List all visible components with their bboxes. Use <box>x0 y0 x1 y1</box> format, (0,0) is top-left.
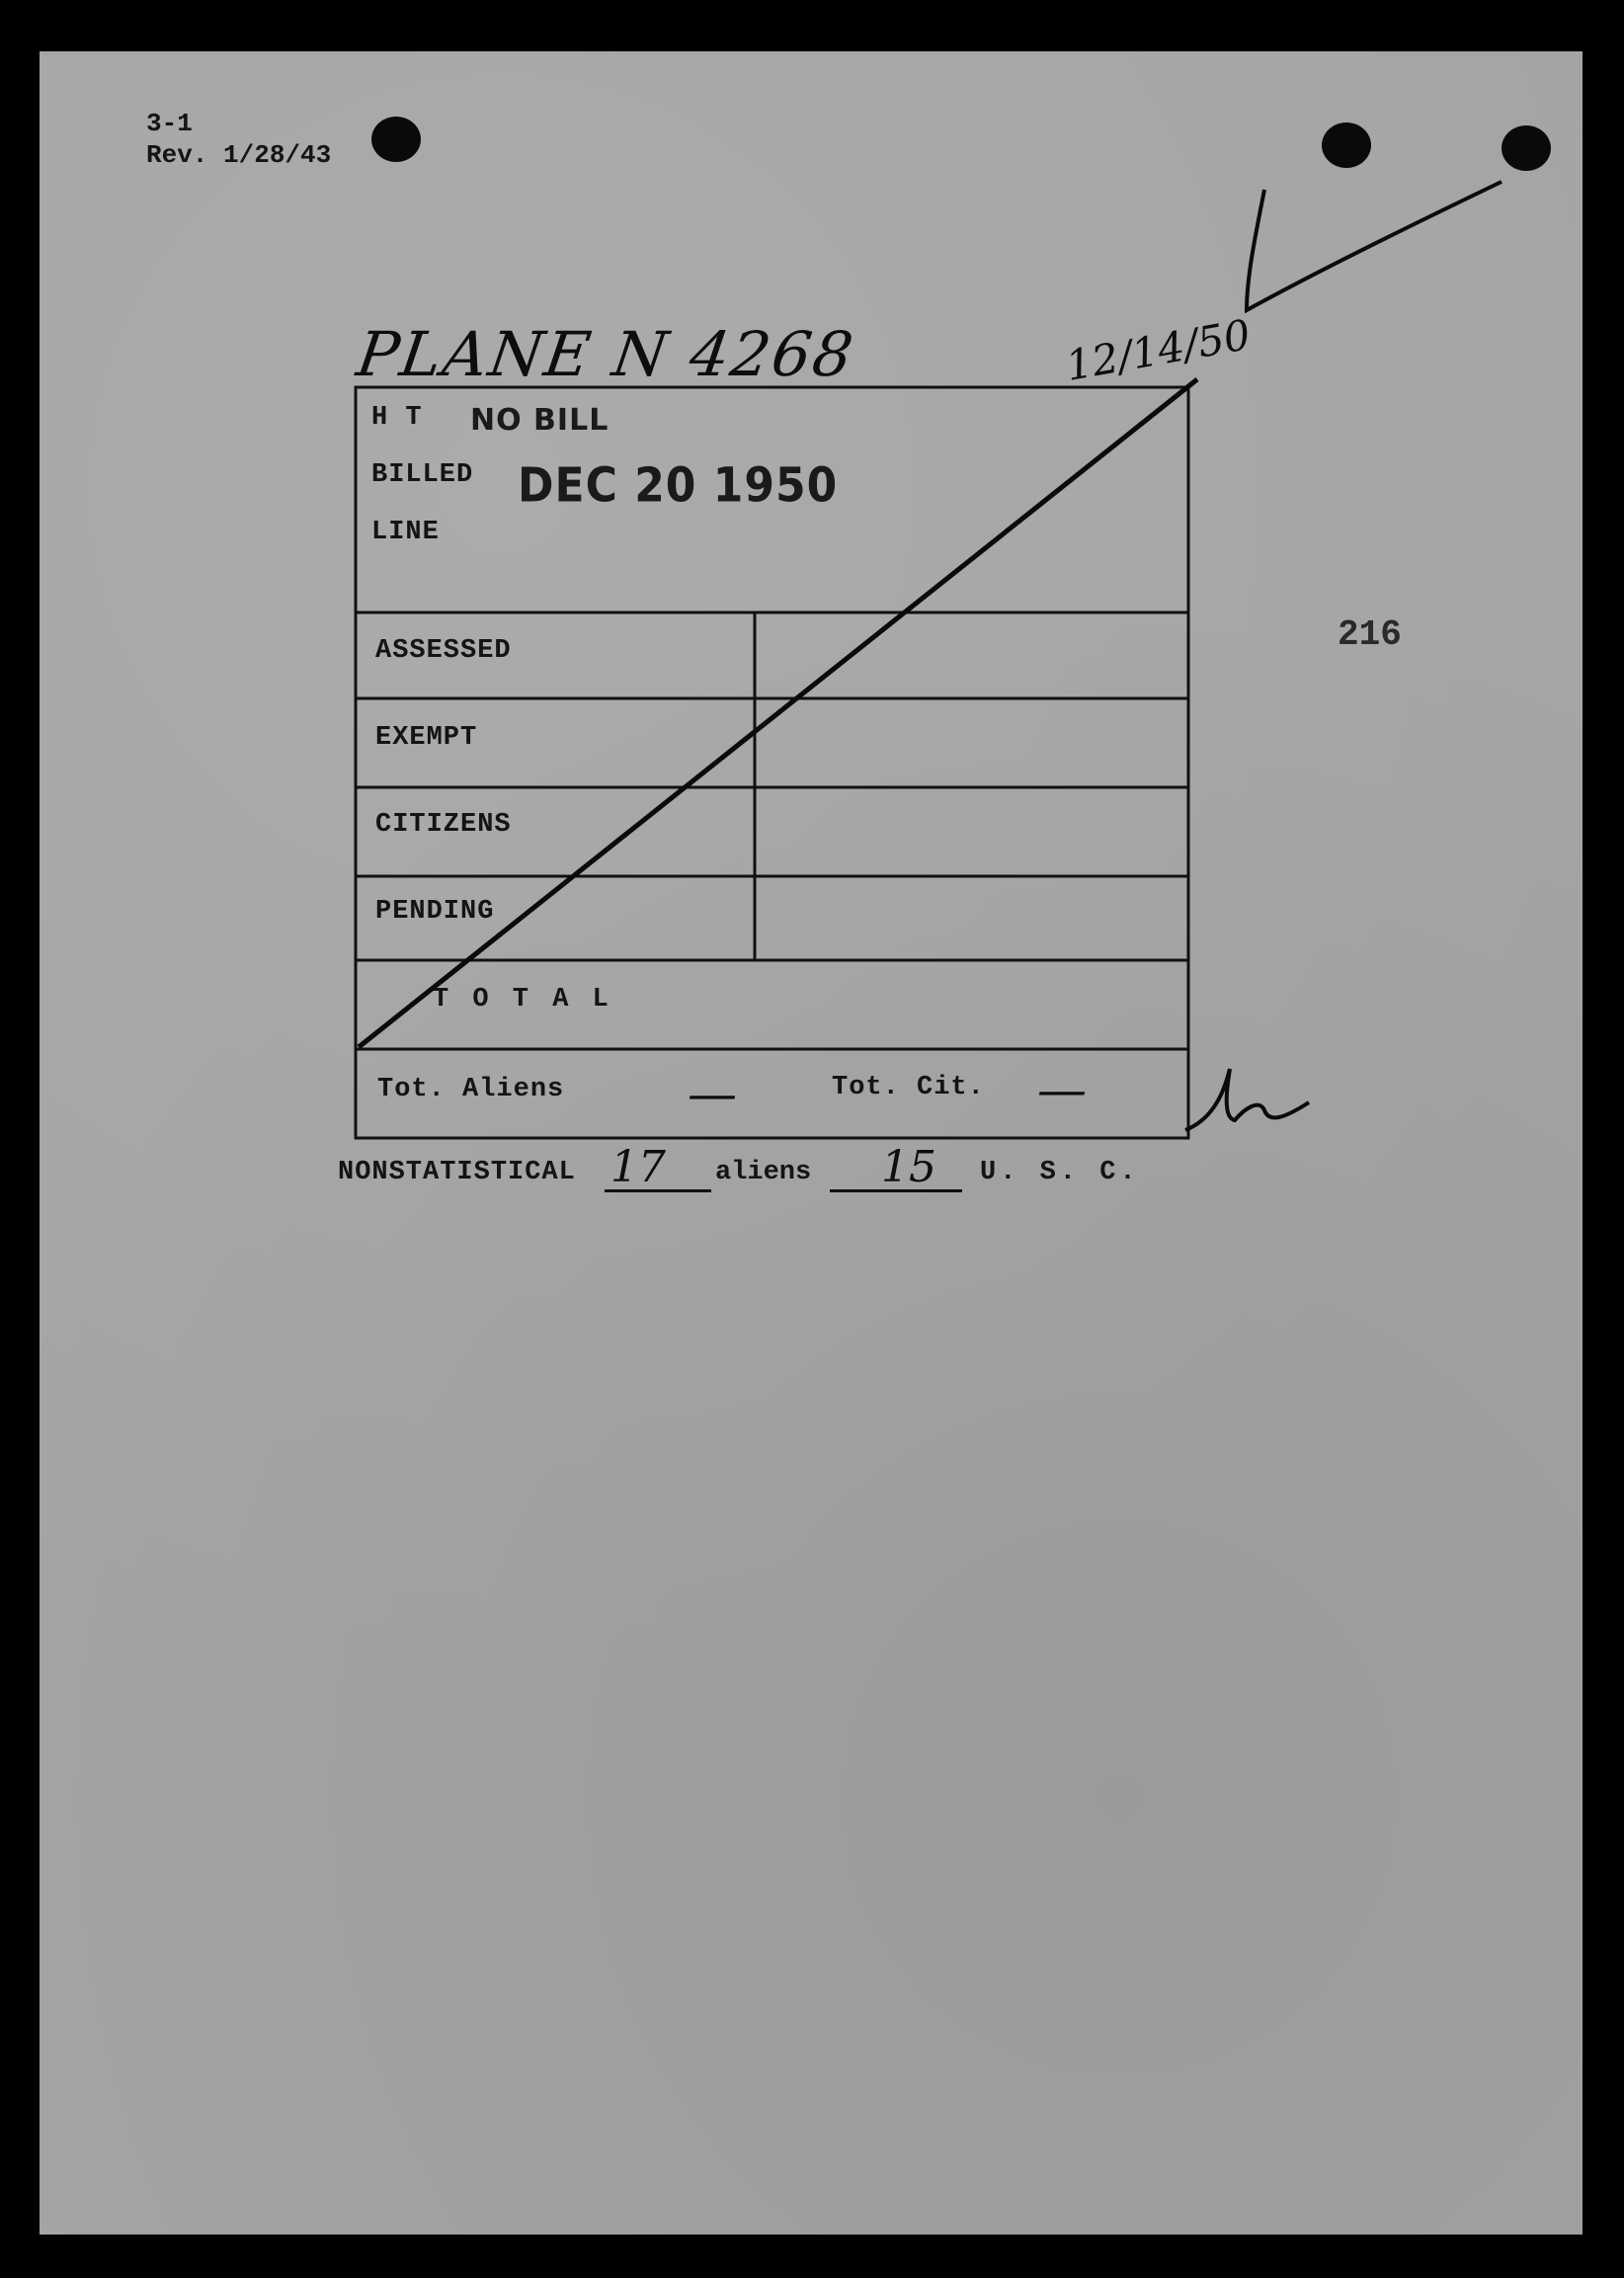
form-revision: Rev. 1/28/43 <box>146 140 332 170</box>
row-total: T O T A L <box>433 985 612 1015</box>
handwritten-title: PLANE N 4268 <box>352 318 859 390</box>
nonstatistical-usc-label: U. S. C. <box>980 1158 1140 1187</box>
billed-date-stamp: DEC 20 1950 <box>518 457 839 514</box>
nonstatistical-usc-count: 15 <box>881 1142 936 1192</box>
aliens-count-underline <box>605 1189 711 1192</box>
total-citizens-label: Tot. Cit. <box>832 1073 985 1102</box>
row-citizens: CITIZENS <box>375 810 512 840</box>
page-number: 216 <box>1338 614 1402 655</box>
total-aliens-value: — <box>688 1065 737 1122</box>
total-citizens-value: — <box>1037 1061 1087 1118</box>
ht-label: H T <box>371 403 423 433</box>
handwritten-date: 12/14/50 <box>1062 309 1255 391</box>
ht-stamp: NO BILL <box>470 403 609 438</box>
usc-count-underline <box>830 1189 962 1192</box>
nonstatistical-label: NONSTATISTICAL <box>338 1158 576 1187</box>
line-label: LINE <box>371 518 440 547</box>
total-aliens-label: Tot. Aliens <box>377 1075 565 1104</box>
document-page <box>40 51 1583 2235</box>
row-assessed: ASSESSED <box>375 636 512 666</box>
row-exempt: EXEMPT <box>375 723 478 753</box>
form-number: 3-1 <box>146 109 193 138</box>
nonstatistical-aliens-count: 17 <box>610 1142 666 1192</box>
billed-label: BILLED <box>371 460 474 490</box>
nonstatistical-aliens-label: aliens <box>715 1158 812 1187</box>
form-table-lines <box>40 51 1583 2235</box>
row-pending: PENDING <box>375 897 495 927</box>
